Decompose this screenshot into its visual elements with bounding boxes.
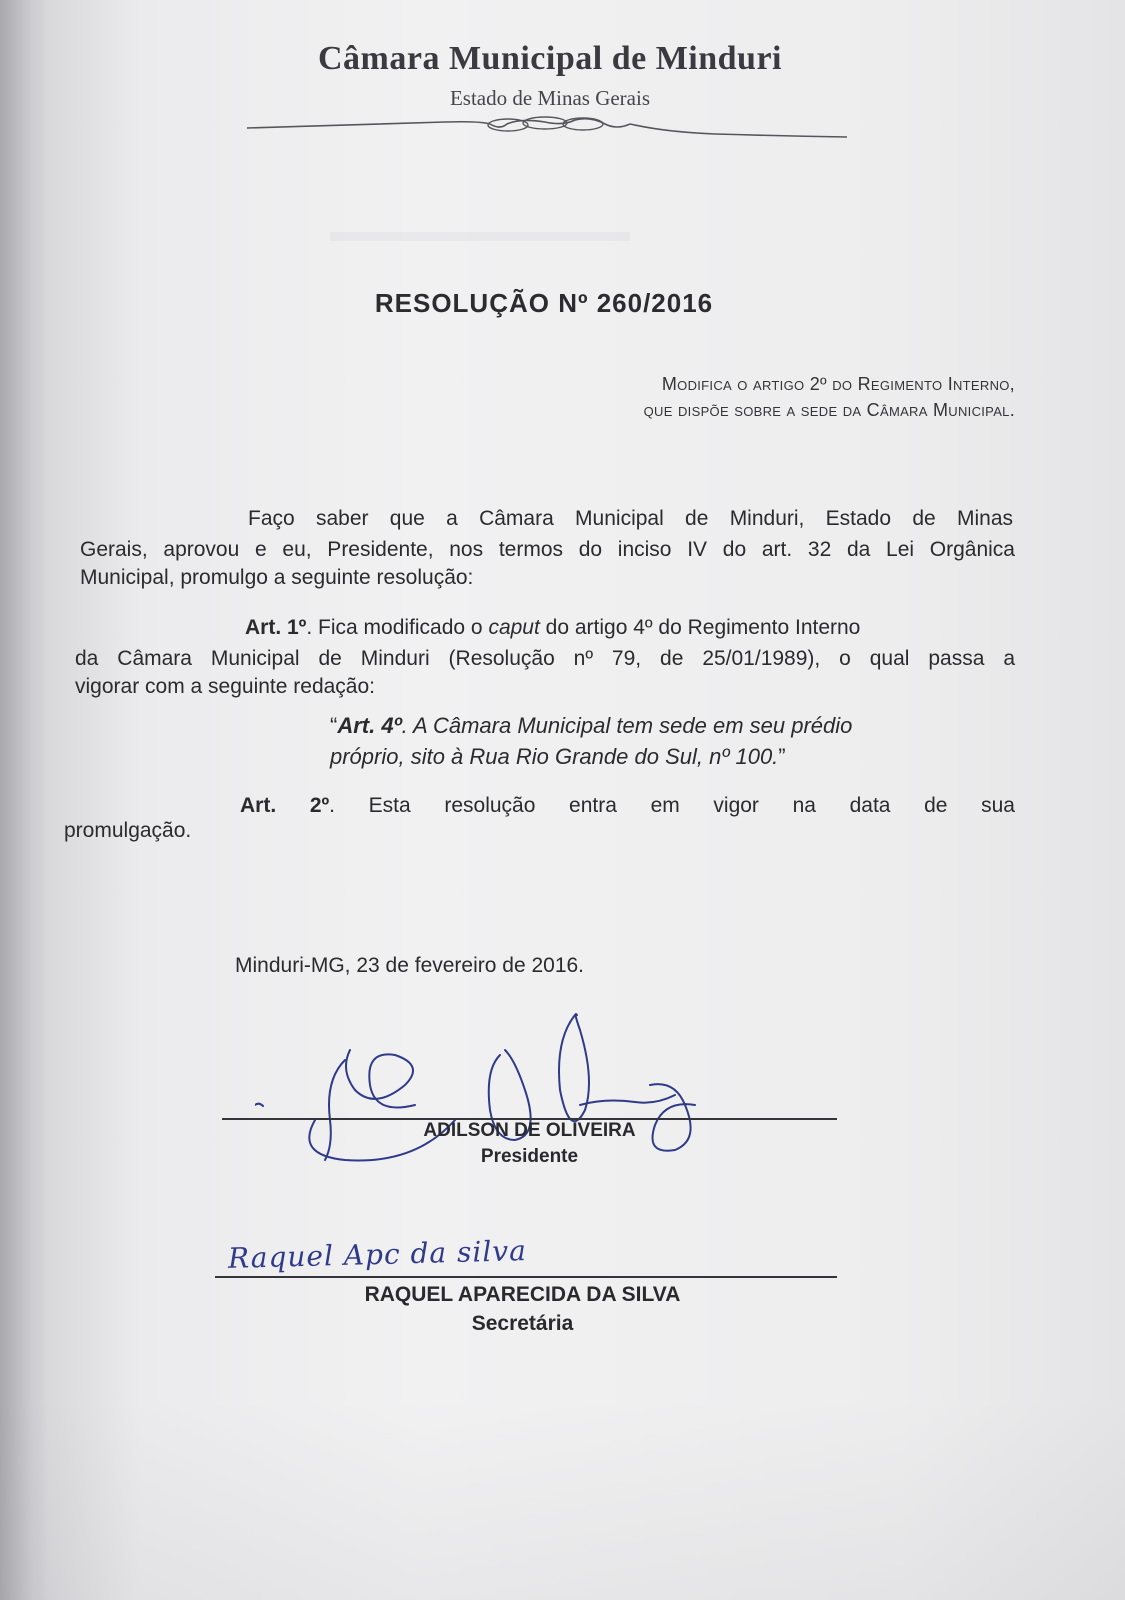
quote-line-1 <box>330 710 1030 741</box>
art2-line-1 <box>240 790 1015 821</box>
art1-text-a: . Fica modificado o <box>306 616 489 639</box>
resolution-title: RESOLUÇÃO Nº 260/2016 <box>374 288 714 318</box>
quote-line-2 <box>330 741 1030 772</box>
art1-line-1 <box>245 612 1015 643</box>
intro-line-1: Faço saber que a Câmara Municipal de Minduri, Estado de Minas <box>248 507 1013 530</box>
quote-label: Art. 4º <box>337 713 402 738</box>
header-ornament-icon <box>245 112 850 148</box>
art1-label: Art. 1º <box>245 616 307 639</box>
page-shadow <box>0 1400 1125 1600</box>
summary-line-2: que dispõe sobre a sede da Câmara Municipal. <box>643 400 1015 420</box>
quote-open: “ <box>330 713 338 738</box>
header-state: Estado de Minas Gerais <box>449 86 651 110</box>
intro-line-3: Municipal, promulgo a seguinte resolução: <box>80 566 474 589</box>
page-binding-shadow <box>0 0 48 1600</box>
place-date: Minduri-MG, 23 de fevereiro de 2016. <box>235 954 585 977</box>
quote-text-2: próprio, sito à Rua Rio Grande do Sul, nº 100. <box>330 744 779 769</box>
art2-line-2: promulgação. <box>64 819 192 842</box>
summary-line-1: Modifica o artigo 2º do Regimento Interno, <box>661 374 1015 394</box>
intro-line-2: Gerais, aprovou e eu, Presidente, nos termos do inciso IV do art. 32 da Lei Orgânica <box>80 538 1015 561</box>
president-role: Presidente <box>480 1146 579 1167</box>
bleed-through-text: ▬▬▬▬▬▬▬▬▬▬ <box>330 215 630 248</box>
quote-text-1: . A Câmara Municipal tem sede em seu prédio <box>401 713 853 738</box>
art1-caput: caput <box>488 616 540 639</box>
art1-line-3: vigorar com a seguinte redação: <box>75 675 375 698</box>
art1-text-b: do artigo 4º do Regimento Interno <box>539 616 861 639</box>
header-institution: Câmara Municipal de Minduri <box>317 40 783 77</box>
secretary-handwritten-signature: Raquel Apc da silva <box>227 1234 528 1275</box>
art1-line-2: da Câmara Municipal de Minduri (Resolução nº 79, de 25/01/1989), o qual passa a <box>75 647 1015 670</box>
secretary-signature-line <box>215 1276 837 1278</box>
president-name: ADILSON DE OLIVEIRA <box>423 1120 636 1141</box>
art2-label: Art. 2º <box>240 794 330 817</box>
art2-text: . Esta resolução entra em vigor na data de sua <box>329 794 1015 817</box>
secretary-name: RAQUEL APARECIDA DA SILVA <box>364 1283 681 1306</box>
quote-close: ” <box>778 744 786 769</box>
secretary-role: Secretária <box>471 1312 574 1335</box>
